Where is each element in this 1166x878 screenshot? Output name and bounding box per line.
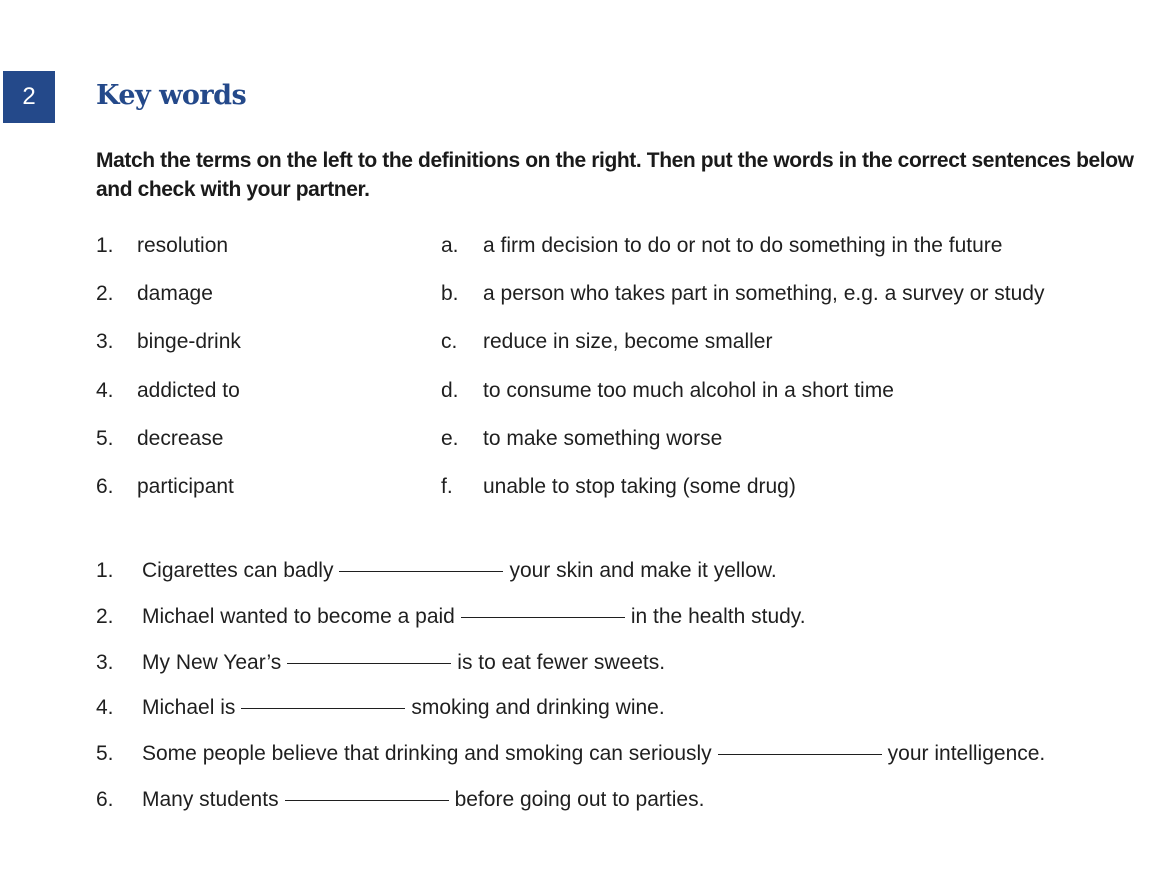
sentence-number: 5. — [96, 742, 114, 766]
sentence — [96, 595, 1146, 641]
term: decrease — [137, 426, 224, 450]
answer-blank[interactable] — [339, 570, 503, 572]
sentence-body — [142, 778, 704, 822]
match-row — [96, 367, 1136, 415]
term-number: 5. — [96, 426, 114, 450]
term: resolution — [137, 234, 229, 257]
sentence-number: 6. — [96, 787, 114, 811]
sentence-before: Cigarettes can badly — [142, 559, 334, 582]
term: damage — [137, 282, 213, 306]
sentence — [96, 778, 1146, 824]
sentence-body — [142, 732, 1045, 776]
matching-table — [96, 222, 1136, 511]
answer-blank[interactable] — [461, 616, 625, 618]
definition: unable to stop taking (some drug) — [483, 474, 796, 498]
sentence-before: Many students — [142, 787, 279, 811]
sentence-before: Michael wanted to become a paid — [142, 604, 455, 628]
sentence-number: 3. — [96, 650, 114, 674]
sentence-before: My New Year’s — [142, 650, 282, 674]
definition-letter: d. — [441, 378, 459, 402]
term-number: 3. — [96, 330, 114, 354]
definition: a firm decision to do or not to do something in the future — [483, 234, 1003, 257]
answer-blank[interactable] — [718, 753, 882, 755]
sentence-body — [142, 641, 665, 685]
definition-letter: e. — [441, 426, 459, 450]
sentence-after: your intelligence. — [887, 742, 1046, 766]
match-row — [96, 222, 1136, 270]
sentence-number: 4. — [96, 696, 114, 720]
sentence-body — [142, 549, 777, 593]
match-row — [96, 463, 1136, 511]
definition: reduce in size, become smaller — [483, 330, 773, 354]
sentence — [96, 732, 1146, 778]
term-number: 6. — [96, 474, 114, 498]
definition-letter: f. — [441, 474, 453, 498]
sentence — [96, 549, 1146, 595]
match-row — [96, 318, 1136, 366]
sentence-after: your skin and make it yellow. — [509, 559, 777, 582]
fill-in-sentences — [96, 549, 1146, 824]
term-number: 2. — [96, 282, 114, 306]
sentence-before: Michael is — [142, 696, 236, 720]
term-number: 4. — [96, 378, 114, 402]
sentence-body — [142, 686, 665, 730]
answer-blank[interactable] — [287, 662, 451, 664]
term: participant — [137, 474, 234, 498]
sentence-after: before going out to parties. — [454, 787, 705, 811]
sentence-body — [142, 595, 806, 639]
definition: to make something worse — [483, 426, 723, 450]
sentence-after: smoking and drinking wine. — [411, 696, 665, 720]
sentence-after: is to eat fewer sweets. — [457, 650, 666, 674]
section-number-badge: 2 — [3, 71, 55, 123]
section-title: Key words — [96, 80, 247, 111]
instructions: Match the terms on the left to the definitions on the right. Then put the words in the correct sentences below and check with your partner. — [96, 149, 1134, 201]
sentence-before: Some people believe that drinking and smoking can seriously — [142, 742, 712, 766]
match-row — [96, 270, 1136, 318]
definition-letter: c. — [441, 330, 458, 354]
sentence — [96, 641, 1146, 687]
term: addicted to — [137, 378, 240, 402]
sentence-number: 2. — [96, 604, 114, 628]
definition: a person who takes part in something, e.g. a survey or study — [483, 282, 1045, 306]
sentence-after: in the health study. — [630, 604, 806, 628]
definition: to consume too much alcohol in a short time — [483, 378, 894, 402]
sentence-number: 1. — [96, 559, 114, 582]
sentence — [96, 686, 1146, 732]
match-row — [96, 415, 1136, 463]
answer-blank[interactable] — [285, 799, 449, 801]
definition-letter: a. — [441, 234, 459, 257]
term-number: 1. — [96, 234, 114, 257]
definition-letter: b. — [441, 282, 459, 306]
term: binge-drink — [137, 330, 241, 354]
answer-blank[interactable] — [241, 707, 405, 709]
